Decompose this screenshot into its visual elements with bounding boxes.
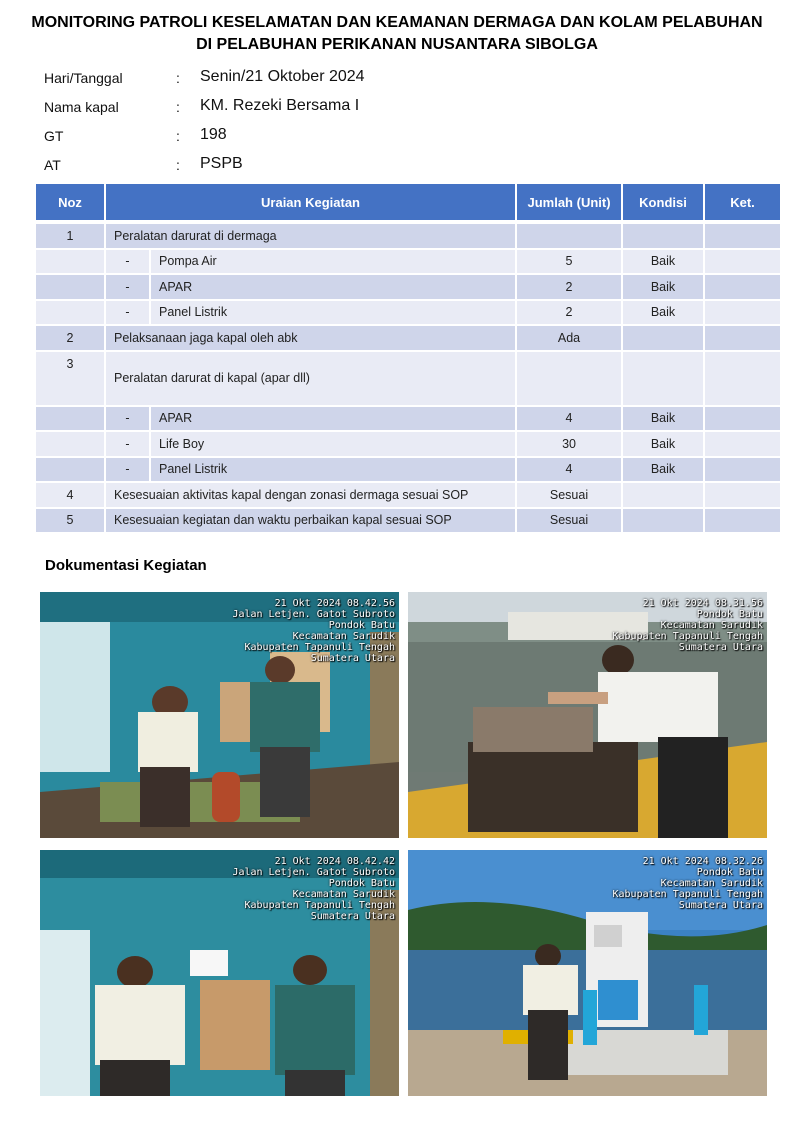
row-number: 2 xyxy=(36,326,106,352)
stamp-line: Kecamatan Sarudik xyxy=(660,878,763,889)
row-quantity: 30 xyxy=(517,432,623,458)
row-description: Peralatan darurat di dermaga xyxy=(106,224,517,250)
documentation-photo-2 xyxy=(408,592,767,838)
info-colon: : xyxy=(176,157,180,173)
table-row xyxy=(36,432,780,458)
info-label: GT xyxy=(44,128,64,144)
row-condition: Baik xyxy=(623,458,705,484)
header-no: Noz xyxy=(36,184,106,220)
row-condition: Baik xyxy=(623,275,705,301)
row-number xyxy=(36,275,106,301)
stamp-line: Kecamatan Sarudik xyxy=(292,631,395,642)
row-description: Kesesuaian aktivitas kapal dengan zonasi dermaga sesuai SOP xyxy=(106,483,517,509)
info-value: KM. Rezeki Bersama I xyxy=(200,97,360,114)
row-dash: - xyxy=(106,432,151,458)
stamp-line: Pondok Batu xyxy=(328,878,395,889)
stamp-line: Kecamatan Sarudik xyxy=(660,620,763,631)
row-notes xyxy=(705,509,780,535)
photo-timestamp xyxy=(612,856,763,911)
table-row xyxy=(36,250,780,276)
stamp-line: 21 Okt 2024 08.42.56 xyxy=(274,598,395,609)
row-quantity xyxy=(517,224,623,250)
row-dash: - xyxy=(106,458,151,484)
row-dash: - xyxy=(106,301,151,327)
row-notes xyxy=(705,224,780,250)
activity-table xyxy=(36,184,780,534)
row-notes xyxy=(705,483,780,509)
table-row xyxy=(36,407,780,433)
stamp-line: Pondok Batu xyxy=(696,867,763,878)
table-row xyxy=(36,509,780,535)
row-quantity: Sesuai xyxy=(517,509,623,535)
row-condition xyxy=(623,326,705,352)
info-label: AT xyxy=(44,157,61,173)
table-row xyxy=(36,483,780,509)
header-condition: Kondisi xyxy=(623,184,705,220)
header-notes: Ket. xyxy=(705,184,780,220)
row-number: 1 xyxy=(36,224,106,250)
stamp-line: Pondok Batu xyxy=(696,609,763,620)
row-description: APAR xyxy=(151,407,517,433)
row-condition: Baik xyxy=(623,407,705,433)
row-quantity: 2 xyxy=(517,275,623,301)
row-notes xyxy=(705,352,780,407)
table-row xyxy=(36,224,780,250)
row-condition xyxy=(623,352,705,407)
stamp-line: Sumatera Utara xyxy=(678,900,763,911)
row-description: Pompa Air xyxy=(151,250,517,276)
stamp-line: Kabupaten Tapanuli Tengah xyxy=(244,900,395,911)
row-condition xyxy=(623,509,705,535)
header-quantity: Jumlah (Unit) xyxy=(517,184,623,220)
info-colon: : xyxy=(176,99,180,115)
stamp-line: Kabupaten Tapanuli Tengah xyxy=(612,889,763,900)
row-description: Life Boy xyxy=(151,432,517,458)
row-condition: Baik xyxy=(623,432,705,458)
row-number xyxy=(36,458,106,484)
documentation-photo-3 xyxy=(40,850,399,1096)
table-row xyxy=(36,458,780,484)
photo-timestamp xyxy=(232,598,395,664)
row-condition: Baik xyxy=(623,250,705,276)
info-colon: : xyxy=(176,70,180,86)
info-value: 198 xyxy=(200,126,227,143)
row-notes xyxy=(705,250,780,276)
row-description: APAR xyxy=(151,275,517,301)
row-quantity xyxy=(517,352,623,407)
stamp-line: Kabupaten Tapanuli Tengah xyxy=(244,642,395,653)
stamp-line: Kecamatan Sarudik xyxy=(292,889,395,900)
row-quantity: Ada xyxy=(517,326,623,352)
row-condition: Baik xyxy=(623,301,705,327)
stamp-line: Jalan Letjen. Gatot Subroto xyxy=(232,867,395,878)
row-quantity: 2 xyxy=(517,301,623,327)
info-label: Nama kapal xyxy=(44,99,119,115)
row-notes xyxy=(705,275,780,301)
row-description: Panel Listrik xyxy=(151,458,517,484)
title-line-2: DI PELABUHAN PERIKANAN NUSANTARA SIBOLGA xyxy=(196,36,598,53)
row-number xyxy=(36,301,106,327)
row-number xyxy=(36,250,106,276)
row-number xyxy=(36,432,106,458)
row-description: Kesesuaian kegiatan dan waktu perbaikan kapal sesuai SOP xyxy=(106,509,517,535)
info-value: PSPB xyxy=(200,155,243,172)
document-title xyxy=(0,12,794,56)
row-number: 4 xyxy=(36,483,106,509)
row-quantity: 5 xyxy=(517,250,623,276)
row-notes xyxy=(705,432,780,458)
stamp-line: Kabupaten Tapanuli Tengah xyxy=(612,631,763,642)
stamp-line: Sumatera Utara xyxy=(310,911,395,922)
stamp-line: Jalan Letjen. Gatot Subroto xyxy=(232,609,395,620)
stamp-line: 21 Okt 2024 08.42.42 xyxy=(274,856,395,867)
stamp-line: 21 Okt 2024 08.32.26 xyxy=(642,856,763,867)
header-description: Uraian Kegiatan xyxy=(106,184,517,220)
info-colon: : xyxy=(176,128,180,144)
stamp-line: Sumatera Utara xyxy=(310,653,395,664)
stamp-line: 21 Okt 2024 08.31.56 xyxy=(642,598,763,609)
table-row xyxy=(36,352,780,407)
row-number xyxy=(36,407,106,433)
info-label: Hari/Tanggal xyxy=(44,70,123,86)
row-notes xyxy=(705,326,780,352)
row-number: 3 xyxy=(36,352,106,407)
row-description: Panel Listrik xyxy=(151,301,517,327)
stamp-line: Sumatera Utara xyxy=(678,642,763,653)
documentation-heading: Dokumentasi Kegiatan xyxy=(45,557,207,574)
title-line-1: MONITORING PATROLI KESELAMATAN DAN KEAMANAN DERMAGA DAN KOLAM PELABUHAN xyxy=(31,14,763,31)
documentation-photo-1 xyxy=(40,592,399,838)
row-condition xyxy=(623,224,705,250)
row-quantity: 4 xyxy=(517,458,623,484)
row-description: Peralatan darurat di kapal (apar dll) xyxy=(106,352,517,407)
info-value: Senin/21 Oktober 2024 xyxy=(200,68,365,85)
row-dash: - xyxy=(106,250,151,276)
photo-timestamp xyxy=(232,856,395,922)
row-notes xyxy=(705,458,780,484)
table-row xyxy=(36,275,780,301)
row-quantity: Sesuai xyxy=(517,483,623,509)
row-dash: - xyxy=(106,407,151,433)
table-row xyxy=(36,301,780,327)
row-notes xyxy=(705,301,780,327)
row-number: 5 xyxy=(36,509,106,535)
documentation-photo-4 xyxy=(408,850,767,1096)
table-row xyxy=(36,326,780,352)
row-description: Pelaksanaan jaga kapal oleh abk xyxy=(106,326,517,352)
row-notes xyxy=(705,407,780,433)
row-condition xyxy=(623,483,705,509)
row-dash: - xyxy=(106,275,151,301)
row-quantity: 4 xyxy=(517,407,623,433)
stamp-line: Pondok Batu xyxy=(328,620,395,631)
photo-timestamp xyxy=(612,598,763,653)
table-header-row xyxy=(36,184,780,220)
